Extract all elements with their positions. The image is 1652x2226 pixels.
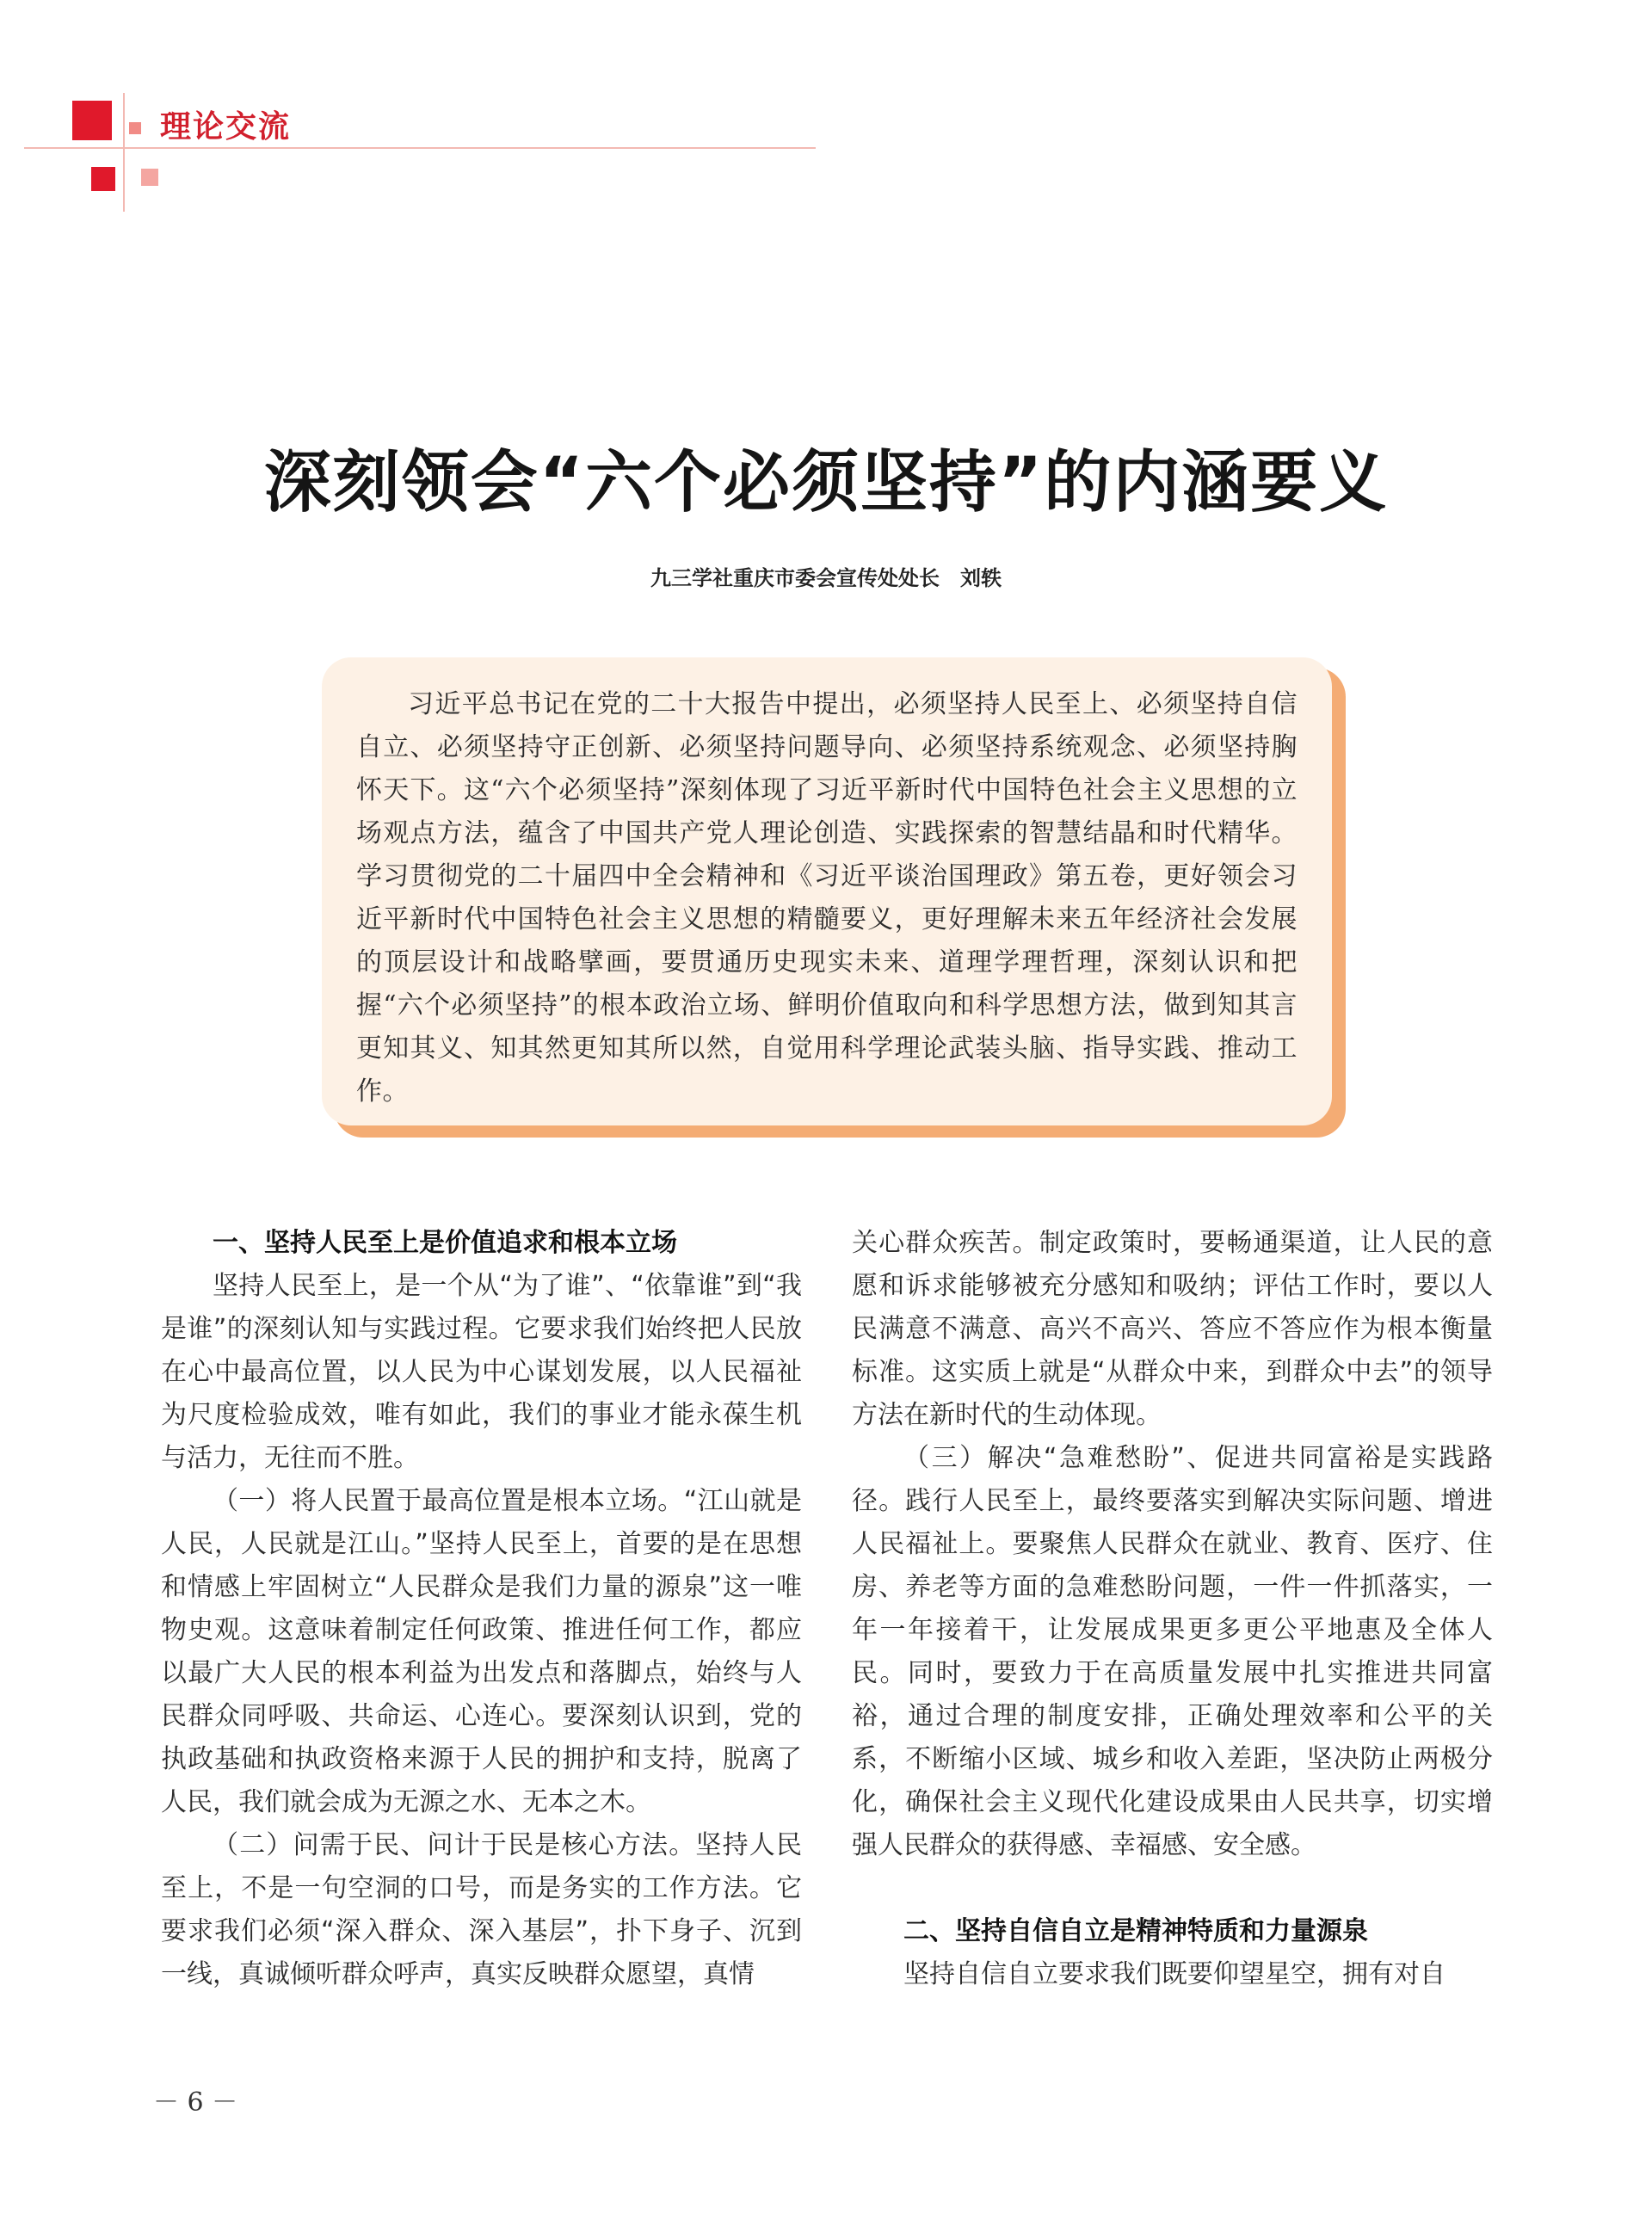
paragraph-continued: 关心群众疾苦。制定政策时，要畅通渠道，让人民的意愿和诉求能够被充分感知和吸纳；评估工作时，要以人民满意不满意、高兴不高兴、答应不答应作为根本衡量标准。这实质上就是“从群众中来，到群众中去”的领导方法在新时代的生动体现。 <box>852 1228 1493 1430</box>
decor-square-small <box>129 122 141 134</box>
header-vertical-rule <box>123 93 125 212</box>
body-column-right <box>852 1222 1493 1996</box>
decor-square-medium <box>91 167 115 191</box>
paragraph: 坚持人民至上，是一个从“为了谁”、“依靠谁”到“我是谁”的深刻认知与实践过程。它要求我们始终把人民放在心中最高位置，以人民为中心谋划发展，以人民福祉为尺度检验成效，唯有如此，我们的事业才能永葆生机与活力，无往而不胜。 <box>161 1271 802 1473</box>
author-affiliation: 九三学社重庆市委会宣传处处长 <box>650 566 940 590</box>
section-tag: 理论交流 <box>160 109 292 145</box>
author-name: 刘轶 <box>960 566 1002 590</box>
body-column-left <box>161 1222 802 1996</box>
article-title: 深刻领会“六个必须坚持”的内涵要义 <box>263 444 1389 521</box>
section-heading-2: 二、坚持自信自立是精神特质和力量源泉 <box>903 1916 1368 1946</box>
page-number: － 6 － <box>153 2087 238 2118</box>
paragraph: （二）问需于民、问计于民是核心方法。坚持人民至上，不是一句空洞的口号，而是务实的工作方法。它要求我们必须“深入群众、深入基层”，扑下身子、沉到一线，真诚倾听群众呼声，真实反映群众愿望，真情 <box>161 1830 802 1989</box>
paragraph: （三）解决“急难愁盼”、促进共同富裕是实践路径。践行人民至上，最终要落实到解决实际问题、增进人民福祉上。要聚焦人民群众在就业、教育、医疗、住房、养老等方面的急难愁盼问题，一件一件抓落实，一年一年接着干，让发展成果更多更公平地惠及全体人民。同时，要致力于在高质量发展中扎实推进共同富裕，通过合理的制度安排，正确处理效率和公平的关系，不断缩小区域、城乡和收入差距，坚决防止两极分化，确保社会主义现代化建设成果由人民共享，切实增强人民群众的获得感、幸福感、安全感。 <box>852 1443 1493 1860</box>
abstract-text: 习近平总书记在党的二十大报告中提出，必须坚持人民至上、必须坚持自信自立、必须坚持守正创新、必须坚持问题导向、必须坚持系统观念、必须坚持胸怀天下。这“六个必须坚持”深刻体现了习近平新时代中国特色社会主义思想的立场观点方法，蕴含了中国共产党人理论创造、实践探索的智慧结晶和时代精华。学习贯彻党的二十届四中全会精神和《习近平谈治国理政》第五卷，更好领会习近平新时代中国特色社会主义思想的精髓要义，更好理解未来五年经济社会发展的顶层设计和战略擘画，要贯通历史现实未来、道理学理哲理，深刻认识和把握“六个必须坚持”的根本政治立场、鲜明价值取向和科学思想方法，做到知其言更知其义、知其然更知其所以然，自觉用科学理论武装头脑、指导实践、推动工作。 <box>356 689 1298 1107</box>
header-rule <box>24 147 816 149</box>
paragraph: （一）将人民置于最高位置是根本立场。“江山就是人民，人民就是江山。”坚持人民至上，首要的是在思想和情感上牢固树立“人民群众是我们力量的源泉”这一唯物史观。这意味着制定任何政策、推进任何工作，都应以最广大人民的根本利益为出发点和落脚点，始终与人民群众同呼吸、共命运、心连心。要深刻认识到，党的执政基础和执政资格来源于人民的拥护和支持，脱离了人民，我们就会成为无源之水、无本之木。 <box>161 1486 802 1817</box>
decor-square-light <box>141 169 158 186</box>
abstract-box <box>322 657 1332 1125</box>
paragraph: 坚持自信自立要求我们既要仰望星空，拥有对自 <box>903 1959 1446 1989</box>
author-line <box>0 561 1652 591</box>
decor-square-large <box>72 101 112 140</box>
section-heading-1: 一、坚持人民至上是价值追求和根本立场 <box>213 1228 677 1258</box>
